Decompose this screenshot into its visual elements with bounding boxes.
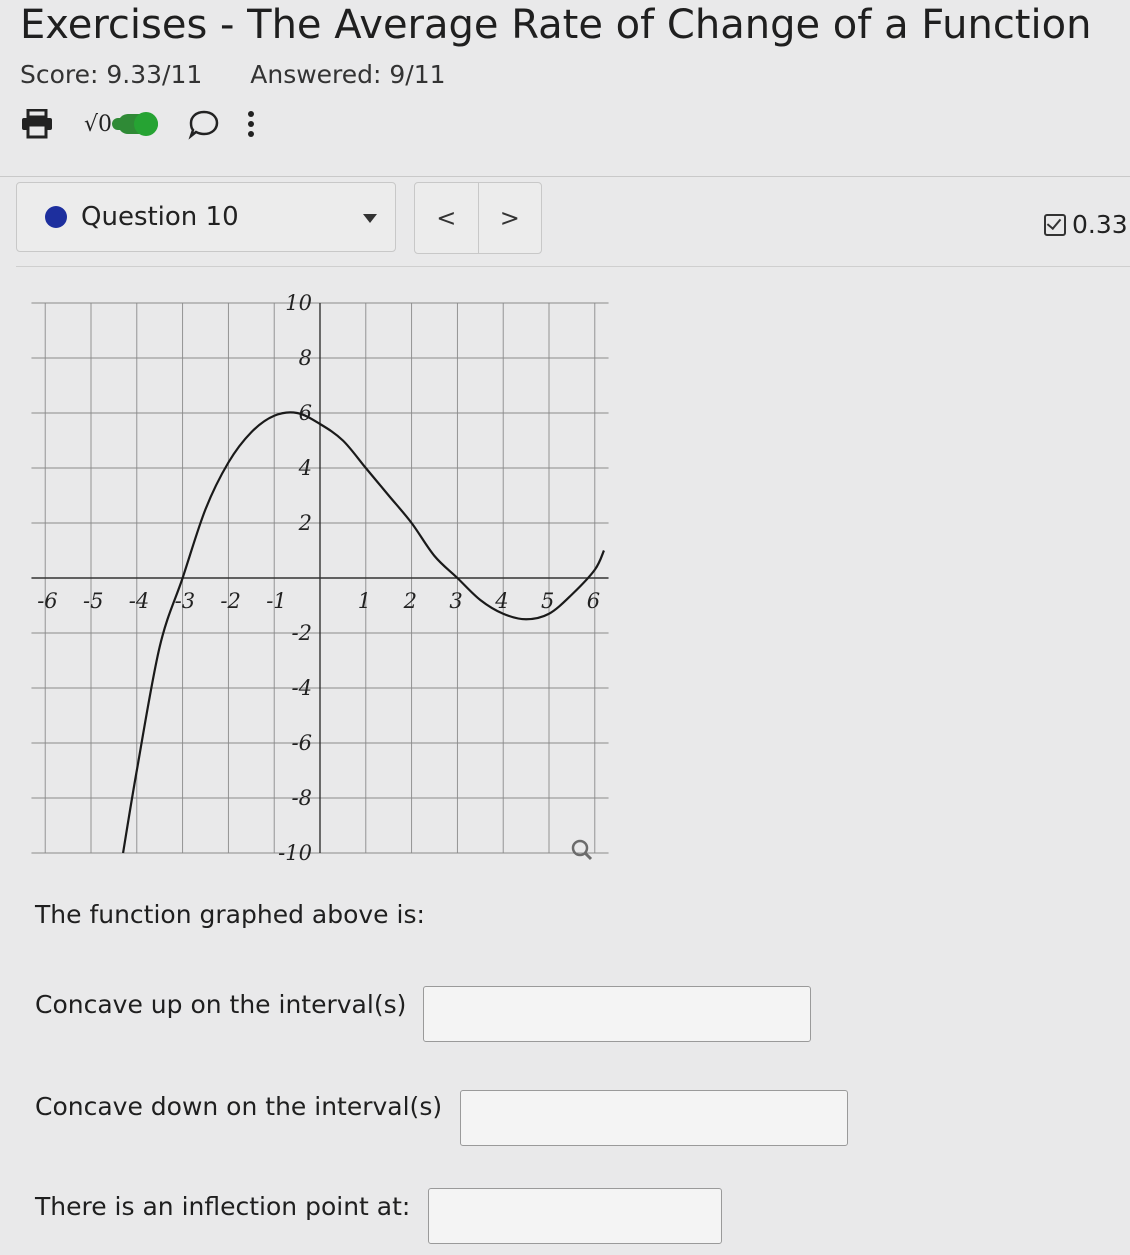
divider [16, 266, 1130, 267]
question-status-dot [45, 206, 67, 228]
y-tick-label: -10 [278, 841, 312, 865]
question-label: Question 10 [81, 202, 239, 232]
more-vert-icon [246, 108, 256, 140]
x-tick-label: -5 [83, 589, 104, 613]
question-intro: The function graphed above is: [35, 900, 425, 929]
x-tick-label: -3 [174, 589, 196, 613]
score-text: Score: 9.33/11 [20, 60, 203, 89]
y-tick-label: -4 [291, 676, 312, 700]
divider [0, 176, 1130, 177]
concave-up-label: Concave up on the interval(s) [35, 990, 407, 1019]
x-tick-label: -4 [128, 589, 150, 613]
checkbox-icon [1044, 214, 1066, 236]
x-tick-label: 2 [403, 589, 417, 613]
x-tick-label: 4 [495, 589, 509, 613]
y-tick-label: 8 [298, 346, 312, 370]
y-tick-label: 10 [285, 291, 312, 315]
x-tick-label: 5 [541, 589, 555, 613]
points-value: 0.33 [1072, 210, 1128, 239]
x-tick-label: -2 [220, 589, 241, 613]
question-select[interactable] [16, 182, 396, 252]
next-question-button[interactable]: > [478, 183, 542, 253]
x-tick-label: 1 [357, 589, 372, 613]
y-tick-label: -6 [291, 731, 312, 755]
chevron-down-icon [363, 214, 377, 223]
graph-axes [31, 303, 608, 853]
comment-icon [188, 108, 220, 140]
x-tick-label: 6 [586, 589, 601, 613]
toggle-icon[interactable] [118, 114, 158, 134]
y-tick-label: 2 [298, 511, 312, 535]
x-tick-label: 3 [449, 589, 463, 613]
y-tick-label: -8 [291, 786, 312, 810]
math-entry-button[interactable] [54, 112, 158, 137]
points-indicator [1044, 210, 1128, 239]
print-button[interactable] [20, 109, 54, 139]
y-tick-label: -2 [291, 621, 312, 645]
prev-question-button[interactable]: < [436, 204, 457, 232]
score-row [20, 60, 486, 89]
concave-up-input[interactable] [423, 986, 811, 1042]
answered-text: Answered: 9/11 [250, 60, 446, 89]
x-tick-label: -1 [266, 589, 287, 613]
page-title: Exercises - The Average Rate of Change of a Function [20, 2, 1092, 48]
comment-button[interactable] [188, 108, 220, 140]
question-nav [414, 182, 542, 254]
inflection-input[interactable] [428, 1188, 722, 1244]
zoom-icon[interactable] [573, 841, 591, 859]
function-graph [0, 280, 620, 870]
y-tick-label: 6 [298, 401, 312, 425]
more-options-button[interactable] [246, 108, 256, 140]
concave-down-input[interactable] [460, 1090, 848, 1146]
concave-down-label: Concave down on the interval(s) [35, 1092, 443, 1121]
inflection-label: There is an inflection point at: [35, 1192, 411, 1221]
toolbar [20, 104, 256, 144]
print-icon [20, 109, 54, 139]
math-entry-icon: √0 [84, 111, 113, 137]
y-tick-label: 4 [298, 456, 312, 480]
x-tick-label: -6 [37, 589, 58, 613]
